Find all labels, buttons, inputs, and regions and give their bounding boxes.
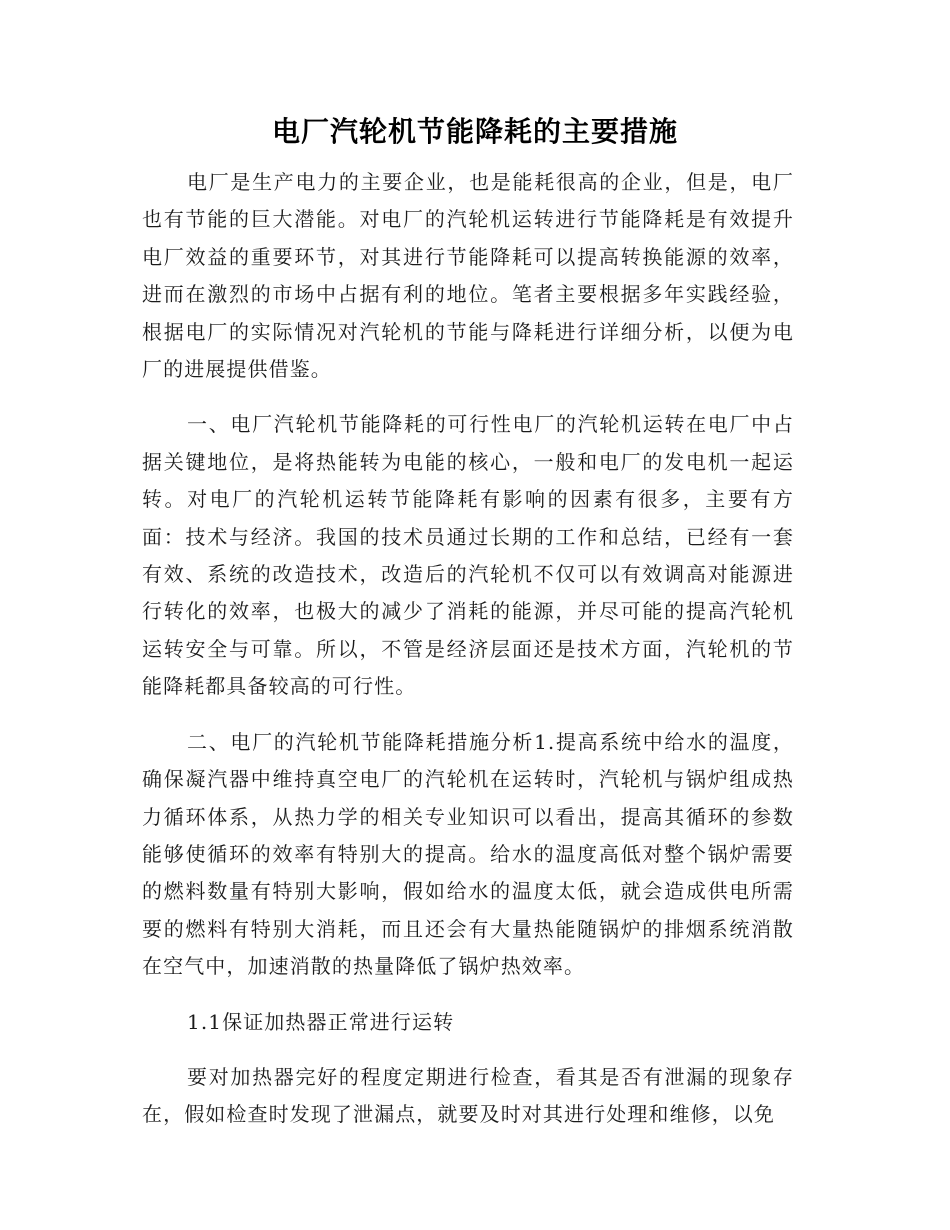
paragraph-section-1-feasibility: 一、电厂汽轮机节能降耗的可行性电厂的汽轮机运转在电厂中占据关键地位，是将热能转为电能的核心，一般和电厂的发电机一起运转。对电厂的汽轮机运转节能降耗有影响的因素有很多，主要有方面：技术与经济。我国的技术员通过长期的工作和总结，已经有一套有效、系统的改造技术，改造后的汽轮机不仅可以有效调高对能源进行转化的效率，也极大的减少了消耗的能源，并尽可能的提高汽轮机运转安全与可靠。所以，不管是经济层面还是技术方面，汽轮机的节能降耗都具备较高的可行性。 xyxy=(142,412,794,699)
paragraph-section-2-measures: 二、电厂的汽轮机节能降耗措施分析1.提高系统中给水的温度，确保凝汽器中维持真空电厂的汽轮机在运转时，汽轮机与锅炉组成热力循环体系，从热力学的相关专业知识可以看出，提高其循环的参数能够使循环的效率有特别大的提高。给水的温度高低对整个锅炉需要的燃料数量有特别大影响，假如给水的温度太低，就会造成供电所需要的燃料有特别大消耗，而且还会有大量热能随锅炉的排烟系统消散在空气中，加速消散的热量降低了锅炉热效率。 xyxy=(142,729,794,979)
paragraph-intro: 电厂是生产电力的主要企业，也是能耗很高的企业，但是，电厂也有节能的巨大潜能。对电厂的汽轮机运转进行节能降耗是有效提升电厂效益的重要环节，对其进行节能降耗可以提高转换能源的效率，进而在激烈的市场中占据有利的地位。笔者主要根据多年实践经验，根据电厂的实际情况对汽轮机的节能与降耗进行详细分析，以便为电厂的进展提供借鉴。 xyxy=(142,170,794,382)
document-title: 电厂汽轮机节能降耗的主要措施 xyxy=(271,115,678,148)
document-body xyxy=(142,164,794,1152)
paragraph-heater-inspection: 要对加热器完好的程度定期进行检查，看其是否有泄漏的现象存在，假如检查时发现了泄漏点，就要及时对其进行处理和维修，以免 xyxy=(142,1064,794,1127)
subsection-heading-1-1: 1.1保证加热器正常进行运转 xyxy=(187,1009,455,1034)
